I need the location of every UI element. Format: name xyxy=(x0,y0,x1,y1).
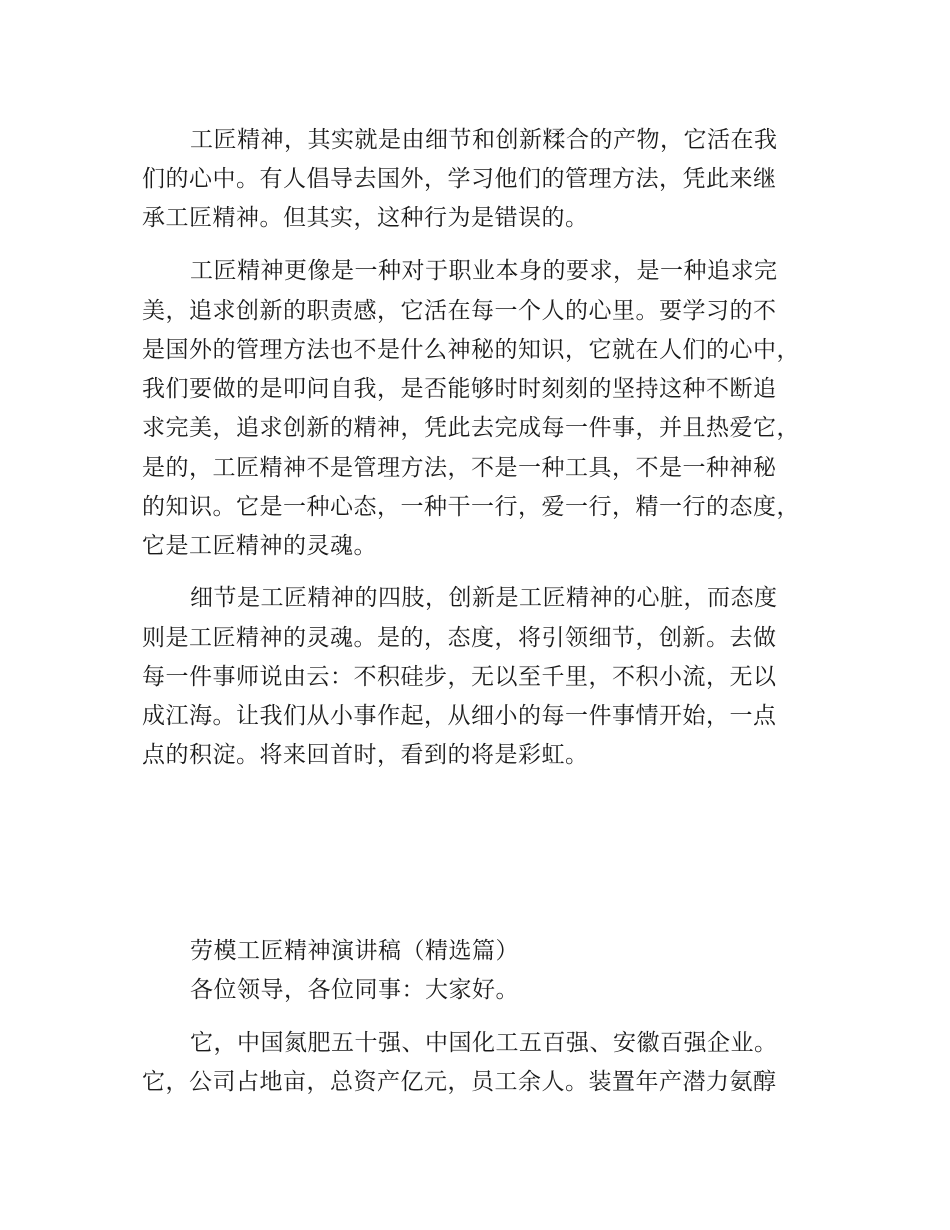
text-line: 细节是工匠精神的四肢，创新是工匠精神的心脏，而态度 xyxy=(190,585,778,611)
text-line: 每一件事师说由云：不积硅步，无以至千里，不积小流，无以 xyxy=(142,664,777,690)
text-line: 工匠精神，其实就是由细节和创新糅合的产物，它活在我 xyxy=(190,127,778,153)
text-line: 点的积淀。将来回首时，看到的将是彩虹。 xyxy=(142,742,589,768)
text-line: 求完美，追求创新的精神，凭此去完成每一件事，并且热爱它， xyxy=(142,415,800,441)
text-line: 是国外的管理方法也不是什么神秘的知识，它就在人们的心中， xyxy=(142,337,800,363)
section-title: 劳模工匠精神演讲稿（精选篇） xyxy=(190,938,519,964)
text-line: 它是工匠精神的灵魂。 xyxy=(142,533,377,559)
text-line: 是的，工匠精神不是管理方法，不是一种工具，不是一种神秘 xyxy=(142,455,777,481)
text-line: 的知识。它是一种心态，一种干一行，爱一行，精一行的态度， xyxy=(142,494,800,520)
text-line: 各位领导，各位同事：大家好。 xyxy=(190,977,519,1003)
text-line: 我们要做的是叩问自我，是否能够时时刻刻的坚持这种不断追 xyxy=(142,376,777,402)
text-line: 美，追求创新的职责感，它活在每一个人的心里。要学习的不 xyxy=(142,298,777,324)
text-line: 们的心中。有人倡导去国外，学习他们的管理方法，凭此来继 xyxy=(142,166,777,192)
text-line: 它，中国氮肥五十强、中国化工五百强、安徽百强企业。 xyxy=(190,1030,778,1056)
text-line: 则是工匠精神的灵魂。是的，态度，将引领细节，创新。去做 xyxy=(142,625,777,651)
text-line: 工匠精神更像是一种对于职业本身的要求，是一种追求完 xyxy=(190,258,778,284)
text-line: 承工匠精神。但其实，这种行为是错误的。 xyxy=(142,205,589,231)
text-line: 它，公司占地亩，总资产亿元，员工余人。装置年产潜力氨醇 xyxy=(142,1069,777,1095)
text-line: 成江海。让我们从小事作起，从细小的每一件事情开始，一点 xyxy=(142,703,777,729)
